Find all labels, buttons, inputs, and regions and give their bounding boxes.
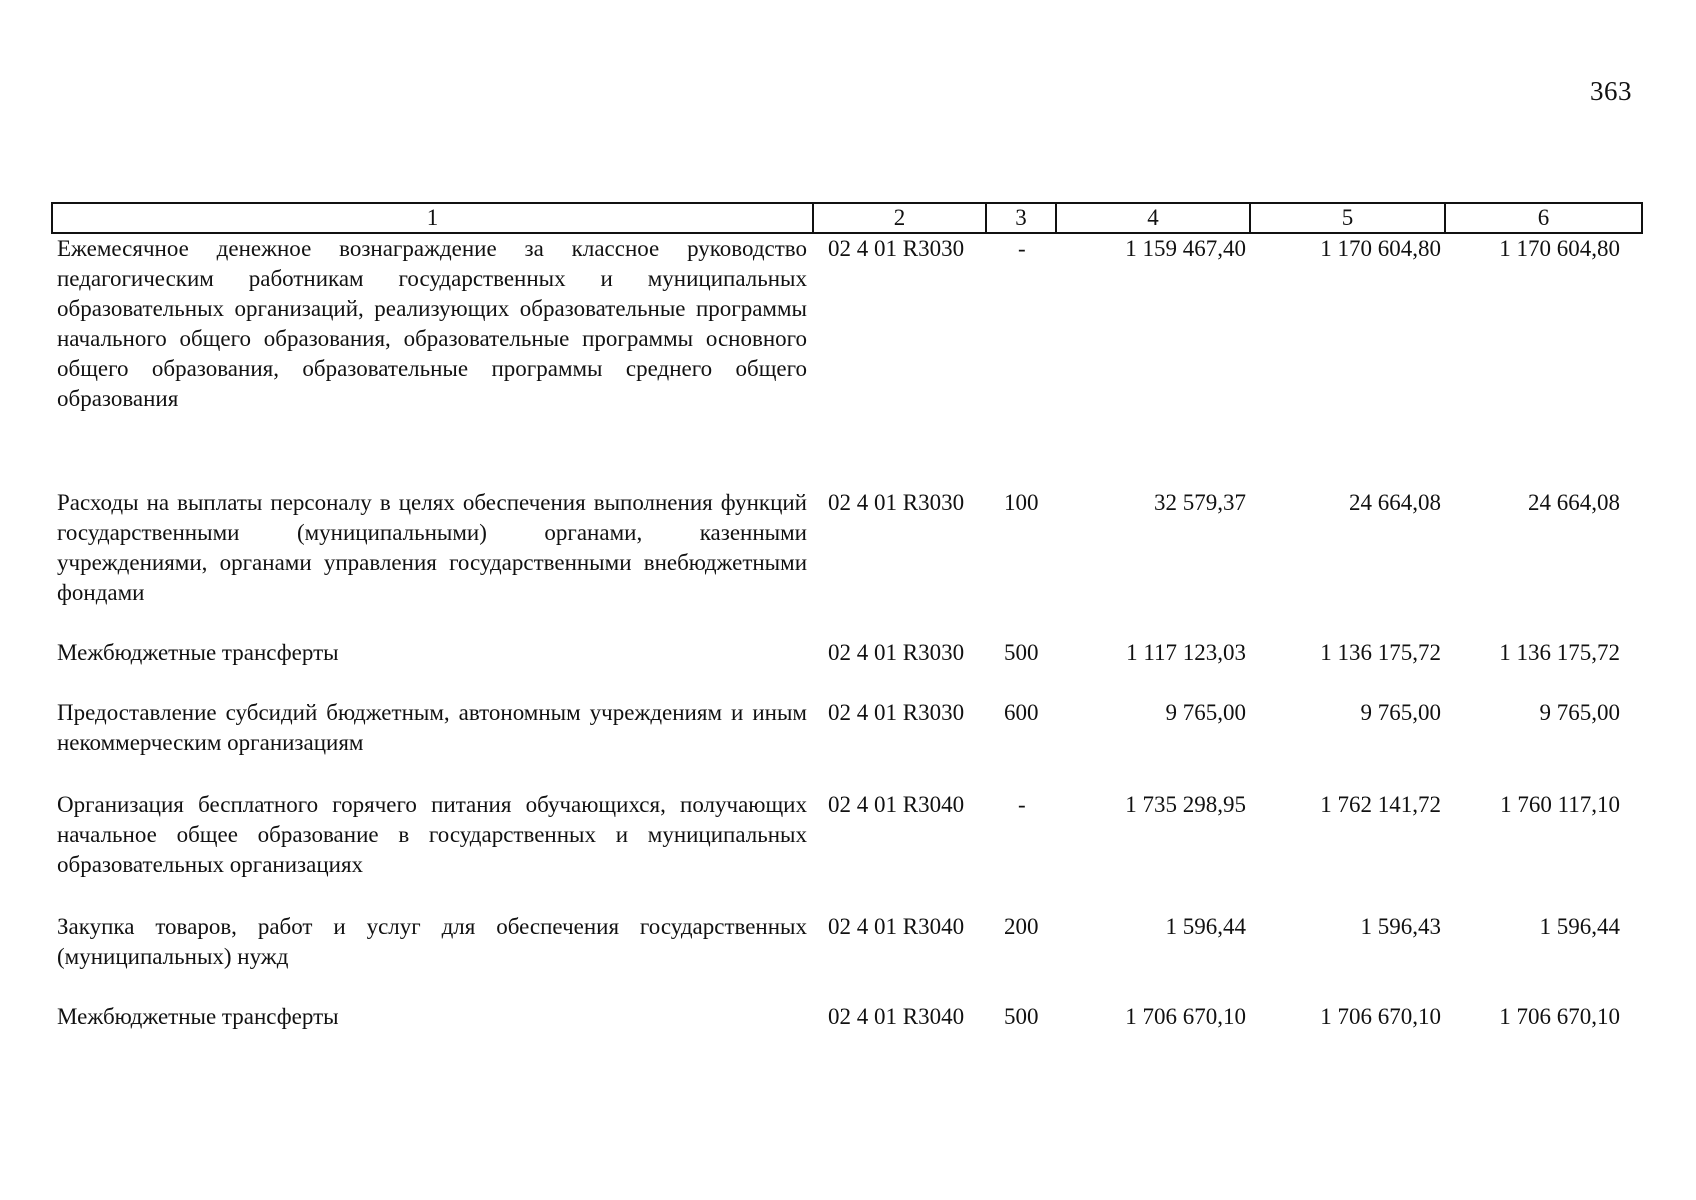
row-value-3: 1 706 670,10 — [1499, 1004, 1620, 1029]
row-kind: 600 — [1004, 700, 1039, 725]
row-code: 02 4 01 R3040 — [828, 792, 965, 817]
row-kind: - — [1018, 792, 1026, 817]
row-spacer — [52, 880, 1642, 912]
row-value-1: 9 765,00 — [1165, 700, 1246, 725]
row-spacer — [52, 758, 1642, 790]
header-col-2: 2 — [813, 203, 986, 233]
row-code: 02 4 01 R3030 — [828, 700, 965, 725]
row-value-3: 1 170 604,80 — [1499, 236, 1620, 261]
row-name: Межбюджетные трансферты — [57, 1004, 339, 1029]
row-code: 02 4 01 R3040 — [828, 1004, 965, 1029]
header-col-4: 4 — [1056, 203, 1250, 233]
row-value-1: 1 706 670,10 — [1125, 1004, 1246, 1029]
header-col-6: 6 — [1445, 203, 1642, 233]
table-row — [52, 1002, 1642, 1032]
row-value-2: 24 664,08 — [1349, 490, 1441, 515]
row-value-2: 1 596,43 — [1360, 914, 1441, 939]
row-value-1: 1 159 467,40 — [1125, 236, 1246, 261]
page-number: 363 — [1590, 76, 1632, 106]
row-code: 02 4 01 R3030 — [828, 236, 965, 261]
table-body — [52, 233, 1642, 1032]
table-row — [52, 698, 1642, 758]
header-col-5: 5 — [1250, 203, 1445, 233]
row-value-1: 1 596,44 — [1165, 914, 1246, 939]
row-kind: 500 — [1004, 1004, 1039, 1029]
row-value-1: 1 117 123,03 — [1126, 640, 1246, 665]
row-kind: 500 — [1004, 640, 1039, 665]
row-code: 02 4 01 R3040 — [828, 914, 965, 939]
row-value-1: 1 735 298,95 — [1125, 792, 1246, 817]
row-value-1: 32 579,37 — [1154, 490, 1246, 515]
row-spacer — [52, 668, 1642, 698]
row-value-2: 1 136 175,72 — [1320, 640, 1441, 665]
row-name: Межбюджетные трансферты — [57, 640, 339, 665]
table-header — [52, 203, 1642, 233]
table-row — [52, 790, 1642, 880]
header-row — [52, 203, 1642, 233]
row-name: Закупка товаров, работ и услуг для обеспечения государственных (муниципальных) нужд — [57, 914, 807, 969]
header-col-1: 1 — [52, 203, 813, 233]
row-code: 02 4 01 R3030 — [828, 490, 965, 515]
row-value-3: 24 664,08 — [1528, 490, 1620, 515]
table-row — [52, 488, 1642, 608]
row-name: Предоставление субсидий бюджетным, автономным учреждениям и иным некоммерческим организациям — [57, 700, 807, 755]
row-name: Организация бесплатного горячего питания обучающихся, получающих начальное общее образование в государственных и муниципальных образовательных организациях — [57, 792, 807, 877]
row-value-2: 1 706 670,10 — [1320, 1004, 1441, 1029]
row-kind: 200 — [1004, 914, 1039, 939]
row-code: 02 4 01 R3030 — [828, 640, 965, 665]
row-spacer — [52, 608, 1642, 638]
row-kind: 100 — [1004, 490, 1039, 515]
row-spacer — [52, 414, 1642, 488]
row-value-3: 1 760 117,10 — [1500, 792, 1620, 817]
budget-table — [51, 202, 1643, 1032]
table-row — [52, 638, 1642, 668]
row-value-2: 1 762 141,72 — [1320, 792, 1441, 817]
row-value-3: 1 136 175,72 — [1499, 640, 1620, 665]
row-spacer — [52, 972, 1642, 1002]
row-name: Расходы на выплаты персоналу в целях обеспечения выполнения функций государственными (муниципальными) органами, казенными учреждениями, органами управления государственными внебюджетными фондами — [57, 490, 807, 605]
row-name: Ежемесячное денежное вознаграждение за классное руководство педагогическим работникам государственных и муниципальных образовательных организаций, реализующих образовательные программы начального общего образования, образовательные программы основного общего образования, образовательные программы среднего общего образования — [57, 236, 807, 411]
row-value-3: 1 596,44 — [1539, 914, 1620, 939]
row-value-2: 1 170 604,80 — [1320, 236, 1441, 261]
row-value-3: 9 765,00 — [1539, 700, 1620, 725]
table-row — [52, 912, 1642, 972]
row-value-2: 9 765,00 — [1360, 700, 1441, 725]
header-col-3: 3 — [986, 203, 1056, 233]
row-kind: - — [1018, 236, 1026, 261]
table-row — [52, 233, 1642, 414]
